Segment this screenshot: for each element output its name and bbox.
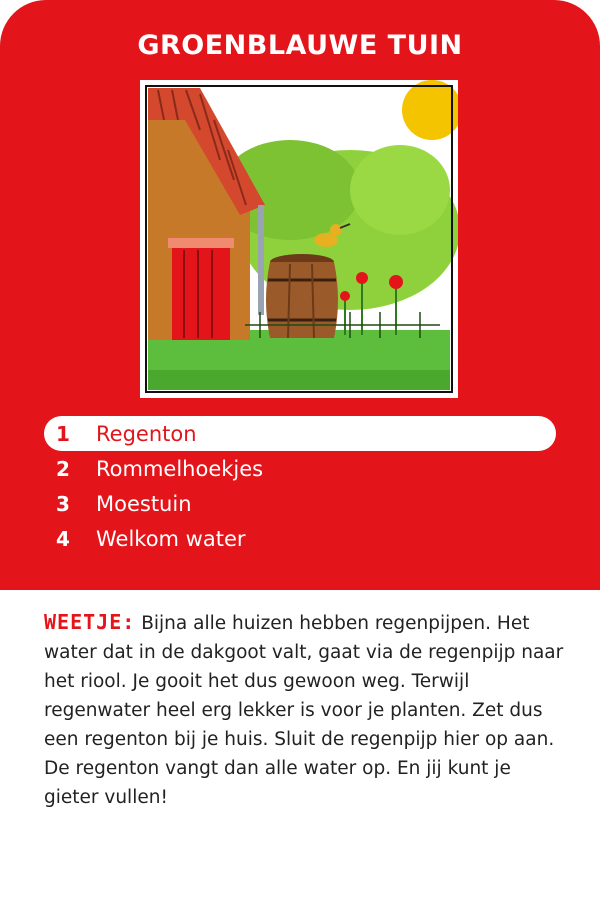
option-label: Rommelhoekjes <box>96 456 264 481</box>
answer-options <box>44 416 556 556</box>
option-4[interactable] <box>44 521 556 556</box>
fact-text: Bijna alle huizen hebben regenpijpen. Het water dat in de dakgoot valt, gaat via de regenpijp naar het riool. Je gooit het dus gewoon weg. Terwijl regenwater heel erg lekker is voor je planten. Zet dus een regenton bij je huis. Sluit de regenpijp hier op aan. De regenton vangt dan alle water op. En jij kunt je gieter vullen! <box>44 613 564 808</box>
option-number: 3 <box>56 491 70 516</box>
fact-label: WEETJE: <box>44 610 136 634</box>
option-1[interactable] <box>44 416 556 451</box>
option-label: Welkom water <box>96 526 246 551</box>
card-title: GROENBLAUWE TUIN <box>137 30 463 61</box>
option-label: Moestuin <box>96 491 192 516</box>
drainpipe-icon <box>258 205 264 315</box>
option-number: 1 <box>56 421 70 446</box>
option-3[interactable] <box>44 486 556 521</box>
garden-illustration <box>140 80 458 398</box>
torn-paper-edge <box>0 570 600 598</box>
option-2[interactable] <box>44 451 556 486</box>
option-number: 2 <box>56 456 70 481</box>
fact-paragraph <box>44 608 564 812</box>
option-label: Regenton <box>96 421 197 446</box>
option-number: 4 <box>56 526 70 551</box>
